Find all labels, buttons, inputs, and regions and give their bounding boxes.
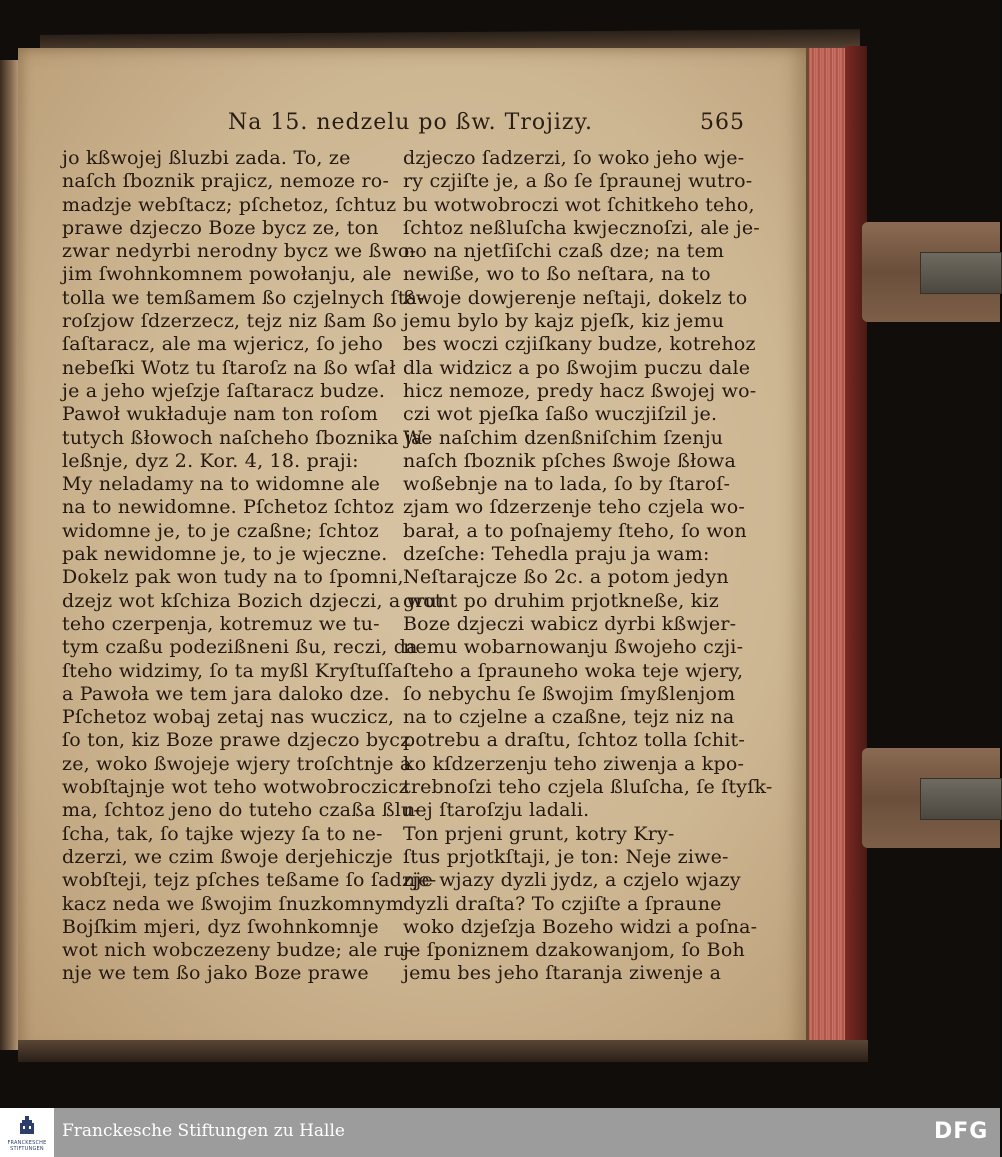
text-line: zwar nedyrbi nerodny bycz we ßwo- (62, 240, 417, 263)
cover-board (845, 46, 867, 1056)
text-line: ſteho a ſprauneho woka teje wjery, (403, 659, 744, 682)
text-line: barał, a to poſnajemy ſteho, ſo won (403, 519, 747, 542)
text-line: woko dzjeſzja Bozeho widzi a poſna- (403, 915, 758, 938)
text-line: bu wotwobroczi wot ſchitkeho teho, (403, 193, 755, 216)
text-line: tutych ßłowoch naſcheho ſboznika ja- (62, 426, 430, 449)
text-line: trebnoſzi teho czjela ßluſcha, ſe ſtyſk- (403, 776, 773, 799)
text-line: bes woczi czjiſkany budze, kotrehoz (403, 333, 756, 356)
text-line: dzejz wot kſchiza Bozich dzjeczi, a wot (62, 589, 443, 612)
running-head: Na 15. nedzelu po ßw. Trojizy. (228, 110, 594, 135)
text-line: teho czerpenja, kotremuz we tu- (62, 612, 380, 635)
page-number: 565 (700, 110, 745, 135)
text-line: jo kßwojej ßluzbi zada. To, ze (62, 147, 351, 169)
text-line: prawe dzjeczo Boze bycz ze, ton (62, 216, 379, 239)
text-line: dla widzicz a po ßwojim puczu dale (403, 356, 751, 379)
text-line: ko kſdzerzenju teho ziwenja a kpo- (403, 752, 745, 775)
text-line: je ſponiznem dzakowanjom, ſo Boh (403, 939, 745, 962)
logo-text-line: FRANCKESCHE (7, 1140, 47, 1146)
text-line: no na njetſiſchi czaß dze; na tem (403, 240, 725, 263)
text-line: czi wot pjeſka ſaßo wuczjiſzil je. (403, 403, 718, 426)
text-line: potrebu a draſtu, ſchtoz tolla ſchit- (403, 729, 745, 752)
text-line: dzeſche: Tehedla praju ja wam: (403, 543, 710, 566)
text-line: wobſtajnje wot teho wotwobroczicz (62, 776, 409, 799)
text-line: jemu bes jeho ſtaranja ziwenje a (403, 962, 722, 985)
text-line: nemu wobarnowanju ßwojeho czji- (403, 636, 744, 659)
book-bottom-edge (18, 1040, 868, 1062)
clasp-metal (920, 252, 1002, 294)
text-line: naſch ſboznik pſches ßwoje ßłowa (403, 449, 736, 472)
text-line: nje wjazy dyzli jydz, a czjelo wjazy (403, 869, 741, 892)
text-line: Dokelz pak won tudy na to ſpomni, (62, 566, 404, 589)
text-line: tym czaßu podezißneni ßu, reczi, da (62, 636, 418, 659)
text-line: Bojſkim mjeri, dyz ſwohnkomnje (62, 915, 379, 938)
clasp-metal (920, 778, 1002, 820)
text-line: nej ſtaroſzju ladali. (403, 799, 590, 822)
text-line: je a jeho wjeſzje ſaſtaracz budze. (62, 379, 386, 402)
text-line: na to newidomne. Pſchetoz ſchtoz (62, 496, 395, 519)
text-line: wobſteji, tejz pſches teßame ſo ſadzje- (62, 869, 437, 892)
text-line: nje we tem ßo jako Boze prawe (62, 962, 369, 985)
text-line: ßwoje dowjerenje neſtaji, dokelz to (403, 286, 748, 309)
text-line: a Pawoła we tem jara daloko dze. (62, 682, 390, 705)
text-line: Pſchetoz wobaj zetaj nas wuczicz, (62, 706, 395, 729)
text-line: madzje webſtacz; pſchetoz, ſchtuz (62, 193, 397, 216)
text-column-right (403, 147, 773, 986)
text-line: dyzli draſta? To czjiſte a ſpraune (403, 892, 722, 915)
text-line: leßnje, dyz 2. Kor. 4, 18. praji: (62, 449, 359, 472)
text-line: dzerzi, we czim ßwoje derjehiczje (62, 845, 393, 868)
text-line: ſo ton, kiz Boze prawe dzjeczo bycz (62, 729, 411, 752)
text-line: zjam wo ſdzerzenje teho czjela wo- (403, 496, 745, 519)
text-line: Pawoł wukładuje nam ton roſom (62, 403, 379, 426)
dfg-logo[interactable]: DFG (934, 1119, 989, 1144)
text-line: pak newidomne je, to je wjeczne. (62, 543, 388, 566)
text-line: ſteho widzimy, ſo ta myßl Kryſtuſſa (62, 659, 403, 682)
text-line: dzjeczo ſadzerzi, ſo woko jeho wje- (403, 147, 745, 169)
building-icon (19, 1116, 35, 1134)
institution-logo[interactable] (0, 1108, 54, 1157)
cover-left-edge (0, 60, 20, 1050)
clasp-lower (862, 748, 1000, 848)
clasp-upper (862, 222, 1000, 322)
text-line: woßebnje na to lada, ſo by ſtaroſ- (403, 473, 731, 496)
text-line: wot nich wobczezeny budze; ale ru- (62, 939, 413, 962)
text-line: ze, woko ßwojeje wjery troſchtnje a (62, 752, 412, 775)
text-line: jim ſwohnkomnem powołanju, ale (62, 263, 392, 286)
text-line: ma, ſchtoz jeno do tuteho czaßa ßlu- (62, 799, 421, 822)
text-line: grunt po druhim prjotkneße, kiz (403, 589, 719, 612)
text-line: ry czjiſte je, a ßo ſe ſpraunej wutro- (403, 170, 753, 193)
institution-name[interactable]: Franckesche Stiftungen zu Halle (62, 1121, 345, 1141)
text-line: My neladamy na to widomne ale (62, 473, 381, 496)
text-line: kacz neda we ßwojim ſnuzkomnym (62, 892, 404, 915)
text-line: nebeſki Wotz tu ſtaroſz na ßo wſał (62, 356, 396, 379)
logo-text-line: STIFTUNGEN (10, 1146, 44, 1152)
text-line: jemu bylo by kajz pjeſk, kiz jemu (403, 310, 725, 333)
text-line: roſzjow ſdzerzecz, tejz niz ßam ßo (62, 310, 397, 333)
text-line: ſaſtaracz, ale ma wjericz, ſo jeho (62, 333, 383, 356)
text-line: widomne je, to je czaßne; ſchtoz (62, 519, 379, 542)
text-line: Ton prjeni grunt, kotry Kry- (403, 822, 675, 845)
text-column-left (62, 147, 443, 986)
text-line: newiße, wo to ßo neſtara, na to (403, 263, 711, 286)
text-line: We naſchim dzenßniſchim ſzenju (403, 426, 724, 449)
viewer-footer-bar (0, 1108, 1000, 1157)
text-line: na to czjelne a czaßne, tejz niz na (403, 706, 735, 729)
text-line: tolla we temßamem ßo czjelnych ſta- (62, 286, 424, 309)
text-line: ſcha, tak, ſo tajke wjezy ſa to ne- (62, 822, 383, 845)
page-header (210, 110, 745, 140)
text-line: hicz nemoze, predy hacz ßwojej wo- (403, 379, 757, 402)
logo-caption (2, 1140, 52, 1152)
text-line: ſtus prjotkſtaji, je ton: Neje ziwe- (403, 845, 729, 868)
text-line: ſo nebychu ſe ßwojim ſmyßlenjom (403, 682, 736, 705)
text-line: ſchtoz neßluſcha kwjecznoſzi, ale je- (403, 216, 760, 239)
text-line: Boze dzjeczi wabicz dyrbi kßwjer- (403, 612, 737, 635)
text-line: Neſtarajcze ßo 2c. a potom jedyn (403, 566, 729, 589)
text-line: naſch ſboznik prajicz, nemoze ro- (62, 170, 390, 193)
